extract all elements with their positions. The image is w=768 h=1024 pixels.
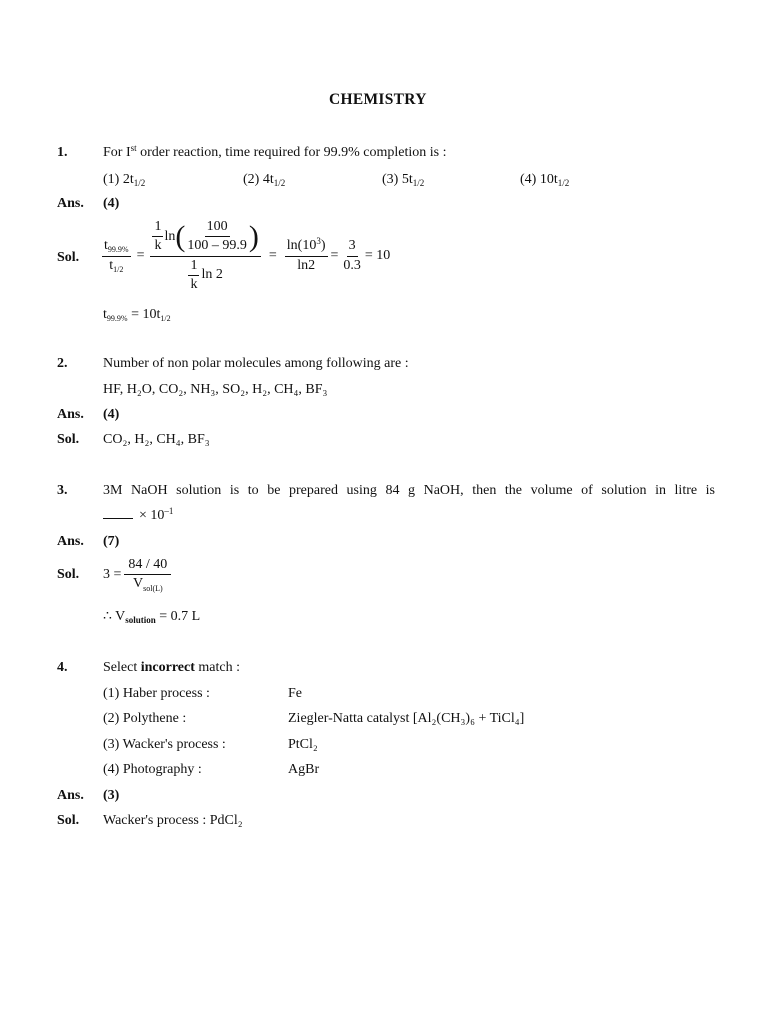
q1-option-4: (4) $10t_{1/2}$: [520, 172, 570, 188]
question-number-3: 3.: [57, 483, 68, 498]
question-number-1: 1.: [57, 145, 68, 160]
ln-fraction: $\frac{\ln(10^3)}{\ln 2}$: [286, 236, 326, 273]
answer-value-4: (3): [103, 788, 120, 803]
solution-label-4: Sol.: [57, 813, 80, 828]
question-2-molecules: HF, H₂O, CO₂, NH₃, SO₂, H₂, CH₄, BF₃: [103, 382, 328, 397]
question-number-4: 4.: [57, 660, 68, 675]
numeric-fraction: $\frac{3}{0.3}$: [343, 238, 361, 273]
q1-option-1: (1) $2t_{1/2}$: [103, 172, 146, 188]
question-2-text: Number of non polar molecules among following are :: [103, 356, 409, 371]
molarity-fraction: $\frac{84 / 40}{V_{sol(L)}}$: [124, 557, 171, 593]
question-4-text: Select incorrect match :: [103, 660, 240, 675]
q1-option-2: (2) $4t_{1/2}$: [243, 172, 286, 188]
q4-row-4-right: AgBr: [288, 762, 320, 777]
answer-label-4: Ans.: [57, 788, 84, 803]
q4-row-2-right: Ziegler-Natta catalyst [Al₂(CH₃)₆ + TiCl₄]: [288, 711, 525, 726]
q4-row-4-left: (4) Photography :: [103, 762, 202, 777]
question-1-text: For Ist order reaction, time required for 99.9% completion is :: [103, 143, 447, 160]
ratio-fraction: $\frac{1}{k}$ ln ( $\frac{100}{100 - 99.9}$ ) $\frac{1}{k}$ ln 2: [150, 219, 260, 292]
q4-row-2-left: (2) Polythene :: [103, 711, 187, 726]
solution-4-text: Wacker's process : PdCl₂: [103, 813, 243, 828]
page-title: CHEMISTRY: [329, 91, 427, 108]
q1-final-result: $t_{99.9\%} = 10t_{1/2}$: [103, 307, 171, 323]
answer-value-3: (7): [103, 534, 120, 549]
q4-row-3-left: (3) Wacker's process :: [103, 737, 226, 752]
answer-value-2: (4): [103, 407, 120, 422]
solution-label-1: Sol.: [57, 250, 80, 265]
answer-blank: [103, 518, 133, 519]
q3-solution-equation: 3 = $\frac{84 / 40}{V_{sol(L)}}$: [103, 552, 171, 598]
lhs-fraction: $\frac{t_{99.9\%}}{t_{1/2}}$: [104, 238, 129, 274]
answer-label-3: Ans.: [57, 534, 84, 549]
q1-option-3: (3) $5t_{1/2}$: [382, 172, 425, 188]
solution-2-text: CO₂, H₂, CH₄, BF₃: [103, 432, 210, 447]
q4-row-3-right: PtCl₂: [288, 737, 318, 752]
q3-solution-result: ∴ $V_{solution} = 0.7$ L: [103, 609, 201, 625]
question-3-blank: × $10^{-1}$: [103, 508, 173, 524]
answer-label-1: Ans.: [57, 196, 84, 211]
q1-solution-equation: $\frac{t_{99.9\%}}{t_{1/2}}$ = $\frac{1}{k}$ ln ( $\frac{100}{100 - 99.9}$ ) $\frac{1}{k}$ ln 2 = $\frac{\ln(10^3)}{\ln 2}$ = $\frac{3}{0.3}$ = 10: [104, 219, 391, 292]
answer-label-2: Ans.: [57, 407, 84, 422]
solution-label-2: Sol.: [57, 432, 80, 447]
question-number-2: 2.: [57, 356, 68, 371]
solution-label-3: Sol.: [57, 567, 80, 582]
answer-value-1: (4): [103, 196, 120, 211]
question-3-text: 3M NaOH solution is to be prepared using 84 g NaOH, then the volume of solution in litre is: [103, 483, 715, 498]
q4-row-1-right: Fe: [288, 686, 302, 701]
q4-row-1-left: (1) Haber process :: [103, 686, 210, 701]
